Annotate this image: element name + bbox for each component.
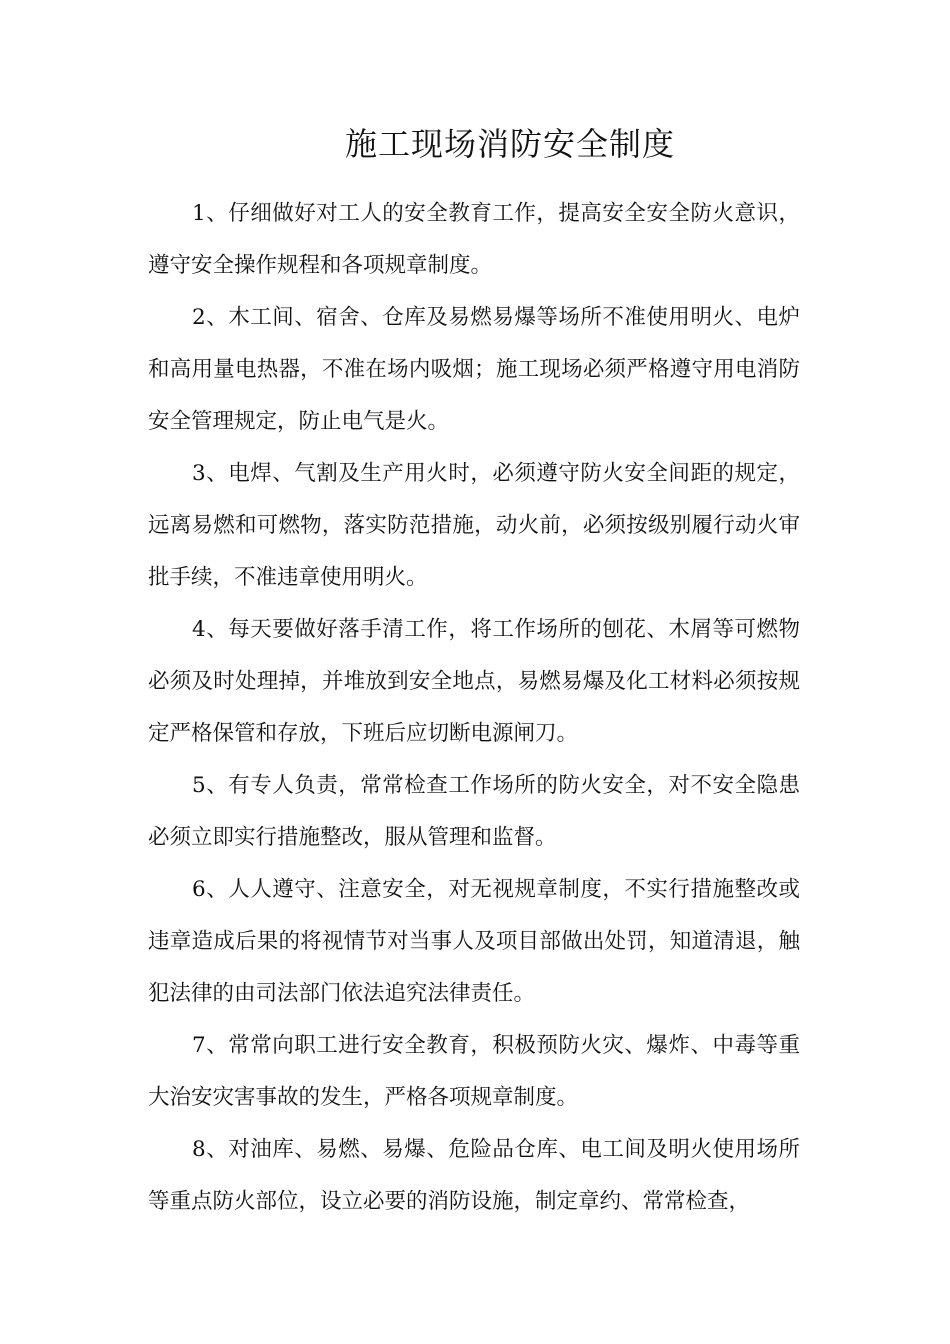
paragraph-4: 4、每天要做好落手清工作，将工作场所的刨花、木屑等可燃物必须及时处理掉，并堆放到安全地点，易燃易爆及化工材料必须按规定严格保管和存放，下班后应切断电源闸刀。 xyxy=(148,617,800,746)
paragraph-6: 6、人人遵守、注意安全，对无视规章制度，不实行措施整改或违章造成后果的将视情节对当事人及项目部做出处罚，知道清退，触犯法律的由司法部门依法追究法律责任。 xyxy=(148,877,800,1006)
paragraph-1: 1、仔细做好对工人的安全教育工作，提高安全安全防火意识，遵守安全操作规程和各项规章制度。 xyxy=(148,201,800,278)
paragraph-3: 3、电焊、气割及生产用火时，必须遵守防火安全间距的规定，远离易燃和可燃物，落实防范措施，动火前，必须按级别履行动火审批手续，不准违章使用明火。 xyxy=(148,461,800,590)
document-body xyxy=(148,188,800,1228)
paragraph-2: 2、木工间、宿舍、仓库及易燃易爆等场所不准使用明火、电炉和高用量电热器，不准在场内吸烟；施工现场必须严格遵守用电消防安全管理规定，防止电气是火。 xyxy=(148,305,800,434)
paragraph-5: 5、有专人负责，常常检查工作场所的防火安全，对不安全隐患必须立即实行措施整改，服从管理和监督。 xyxy=(148,773,800,850)
paragraph-8: 8、对油库、易燃、易爆、危险品仓库、电工间及明火使用场所等重点防火部位，设立必要的消防设施，制定章约、常常检查， xyxy=(148,1137,800,1214)
document-title: 施工现场消防安全制度 xyxy=(344,125,675,163)
paragraph-7: 7、常常向职工进行安全教育，积极预防火灾、爆炸、中毒等重大治安灾害事故的发生，严格各项规章制度。 xyxy=(148,1033,800,1110)
